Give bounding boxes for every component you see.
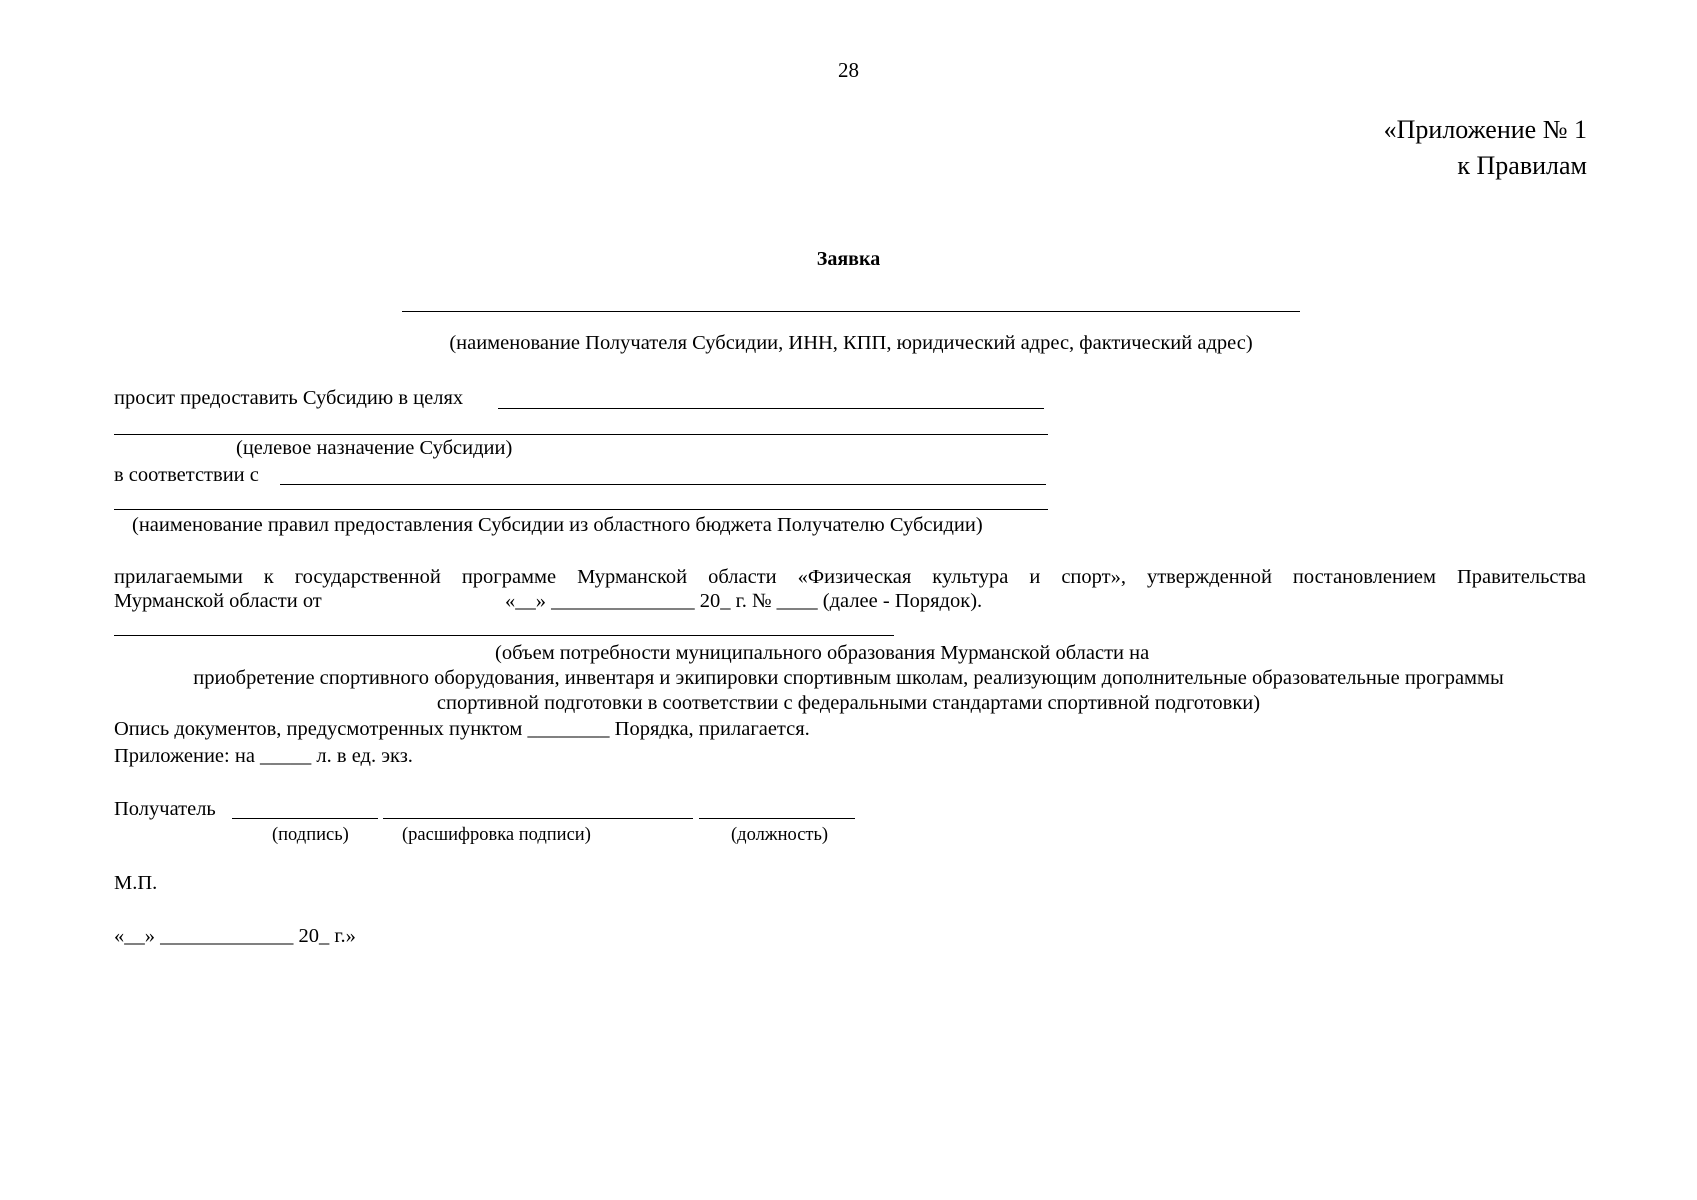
date-line: «__» _____________ 20_ г.» [114,925,356,947]
program-paragraph-line1: прилагаемыми к государственной программе Мурманской области «Физическая культура и спорт», утвержденной постановлением Правительства [114,566,1586,588]
signature-decode-line [383,818,693,819]
signature-position-line [699,818,855,819]
volume-line [114,635,894,636]
attachment-line: Приложение: на _____ л. в ед. экз. [114,745,413,767]
appendix-rules-label: к Правилам [1457,151,1587,180]
page-number: 28 [838,58,859,82]
accordance-line-1 [280,484,1046,485]
purpose-caption: (целевое назначение Субсидии) [236,437,513,459]
accordance-caption: (наименование правил предоставления Субсидии из областного бюджета Получателю Субсидии) [132,514,983,536]
volume-caption-line2: приобретение спортивного оборудования, инвентаря и экипировки спортивным школам, реализующим дополнительные образовательные программы [193,667,1504,689]
signature-position-caption: (должность) [731,825,829,845]
signature-label: Получатель [114,798,216,820]
program-paragraph-line2: Мурманской области от [114,590,322,612]
recipient-name-line [402,311,1300,312]
purpose-line-1 [498,408,1044,409]
signature-line [232,818,378,819]
program-paragraph-date: «__» ______________ 20_ г. № ____ (далее - Порядок). [505,590,983,612]
volume-caption-line3: спортивной подготовки в соответствии с федеральными стандартами спортивной подготовки) [436,692,1261,714]
document-title: Заявка [816,248,881,270]
signature-caption: (подпись) [272,825,349,845]
signature-decode-caption: (расшифровка подписи) [402,825,591,845]
volume-caption-line1: (объем потребности муниципального образования Мурманской области на [495,642,1150,664]
inventory-line: Опись документов, предусмотренных пунктом ________ Порядка, прилагается. [114,718,810,740]
recipient-caption: (наименование Получателя Субсидии, ИНН, КПП, юридический адрес, фактический адрес) [449,332,1253,354]
purpose-text: просит предоставить Субсидию в целях [114,387,464,409]
appendix-label: «Приложение № 1 [1383,115,1587,144]
purpose-line-2 [114,434,1048,435]
accordance-line-2 [114,509,1048,510]
stamp-label: М.П. [114,872,158,894]
accordance-text: в соответствии с [114,464,259,486]
